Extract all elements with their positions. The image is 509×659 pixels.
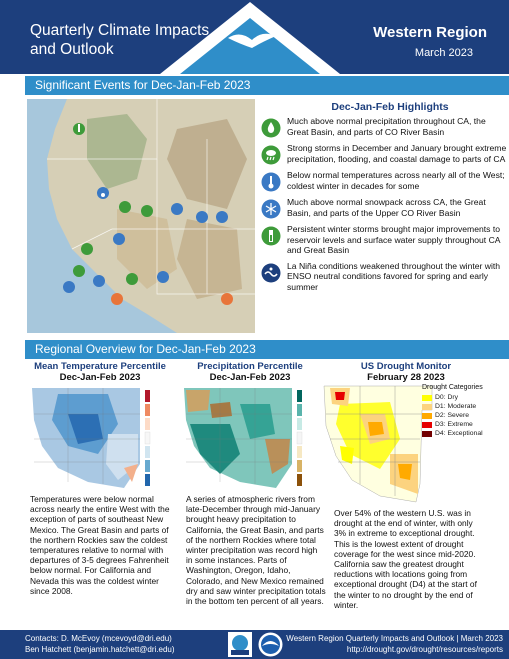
drought-legend-item [422, 429, 492, 438]
drought-legend-item [422, 402, 492, 411]
title-line-1: Quarterly Climate Impacts [30, 22, 210, 39]
title-line-2: and Outlook [30, 41, 114, 58]
publication-title: Western Region Quarterly Impacts and Outlook | March 2023 [286, 634, 503, 643]
publication-url[interactable]: http://drought.gov/drought/resources/reports [346, 645, 503, 654]
legend-label: D4: Exceptional [435, 430, 483, 437]
temperature-subtitle: Dec-Jan-Feb 2023 [59, 372, 141, 383]
legend-swatch-d3 [422, 422, 432, 428]
storm-icon [261, 145, 281, 165]
page-title [30, 21, 209, 59]
precipitation-title: Precipitation Percentile [197, 361, 303, 372]
highlights-title: Dec-Jan-Feb Highlights [331, 101, 449, 113]
issue-date: March 2023 [414, 47, 473, 59]
highlight-item [259, 261, 507, 293]
drought-legend-item [422, 411, 492, 420]
temperature-panel-title [30, 361, 170, 383]
noaa-logo-icon [258, 632, 283, 657]
legend-label: D0: Dry [435, 394, 459, 401]
thermometer-cold-icon [261, 172, 281, 192]
drought-legend [422, 384, 492, 438]
legend-label: D2: Severe [435, 412, 470, 419]
drought-panel-title [336, 361, 476, 383]
temperature-percentile-map [28, 384, 168, 490]
highlight-text: Much above normal precipitation throughout CA, the Great Basin, and parts of CO River Basin [287, 116, 486, 137]
legend-swatch-d1 [422, 404, 432, 410]
page-header [0, 0, 509, 74]
highlight-text: Persistent winter storms brought major improvements to reservoir levels and surface water supply throughout CA and Great Basin [287, 224, 501, 256]
precipitation-percentile-map [180, 384, 320, 490]
precipitation-subtitle: Dec-Jan-Feb 2023 [209, 372, 291, 383]
footer-publication [286, 633, 503, 655]
contact-mcevoy: Contacts: D. McEvoy (mcevoyd@dri.edu) [25, 634, 172, 643]
highlight-item [259, 197, 507, 219]
highlight-text: La Niña conditions weakened throughout the winter with ENSO neutral conditions favored for spring and early summer [287, 260, 501, 292]
highlight-item [259, 170, 507, 192]
drought-legend-title: Drought Categories [422, 384, 483, 391]
legend-swatch-d2 [422, 413, 432, 419]
highlight-item [259, 224, 507, 256]
highlight-text: Below normal temperatures across nearly all of the West; coldest winter in decades for some [287, 170, 505, 191]
regional-overview-bar: Regional Overview for Dec-Jan-Feb 2023 [25, 340, 509, 359]
legend-label: D1: Moderate [435, 403, 477, 410]
highlights-list [259, 116, 507, 298]
temperature-title: Mean Temperature Percentile [34, 361, 166, 372]
temperature-summary: Temperatures were below normal across nearly the entire West with the exception of parts of southeast New Mexico. The Great Basin and parts of the northern Rockies saw the coldest temperatures relative to normal with departures of 3-5 degrees Fahrenheit below normal. For California and Nevada this was the coldest winter since 2008. [30, 494, 170, 596]
contact-hatchett: Ben Hatchett (benjamin.hatchett@dri.edu) [25, 645, 175, 654]
drought-legend-item [422, 420, 492, 429]
legend-swatch-d0 [422, 395, 432, 401]
page-footer [0, 630, 509, 659]
highlight-text: Much above normal snowpack across CA, the Great Basin, and parts of the Upper CO River Basin [287, 197, 486, 218]
highlight-text: Strong storms in December and January brought extreme precipitation, flooding, and coastal damage to parts of CA [287, 143, 507, 164]
highlight-item [259, 143, 507, 165]
drought-legend-item [422, 393, 492, 402]
legend-swatch-d4 [422, 431, 432, 437]
significant-events-map [27, 99, 255, 333]
footer-contacts [25, 633, 175, 655]
region-label: Western Region [373, 24, 487, 41]
rain-drop-icon [261, 118, 281, 138]
nidis-logo-icon [228, 632, 252, 657]
precipitation-summary: A series of atmospheric rivers from late-December through mid-January brought heavy precipitation to California, the Great Basin, and parts of the northern Rockies where total winter precipitation was record high in some instances. Parts of Washington, Oregon, Idaho, Colorado, and New Mexico remained dry and saw winter precipitation totals in the bottom ten percent of all years. [186, 494, 326, 607]
snowflake-icon [261, 199, 281, 219]
drought-summary: Over 54% of the western U.S. was in drought at the end of winter, with only 3% in extreme to exceptional drought. This is the lowest extent of drought coverage for the west since mid-2020. California saw the greatest drought reductions with locations going from exceptional drought (D4) at the start of the winter to no drought by the end of winter. [334, 508, 477, 610]
legend-label: D3: Extreme [435, 421, 473, 428]
highlight-item [259, 116, 507, 138]
significant-events-bar: Significant Events for Dec-Jan-Feb 2023 [25, 76, 509, 95]
drought-subtitle: February 28 2023 [367, 372, 445, 383]
precipitation-panel-title [180, 361, 320, 383]
enso-icon [261, 263, 281, 283]
drought-title: US Drought Monitor [360, 361, 452, 372]
reservoir-gauge-icon [261, 226, 281, 246]
